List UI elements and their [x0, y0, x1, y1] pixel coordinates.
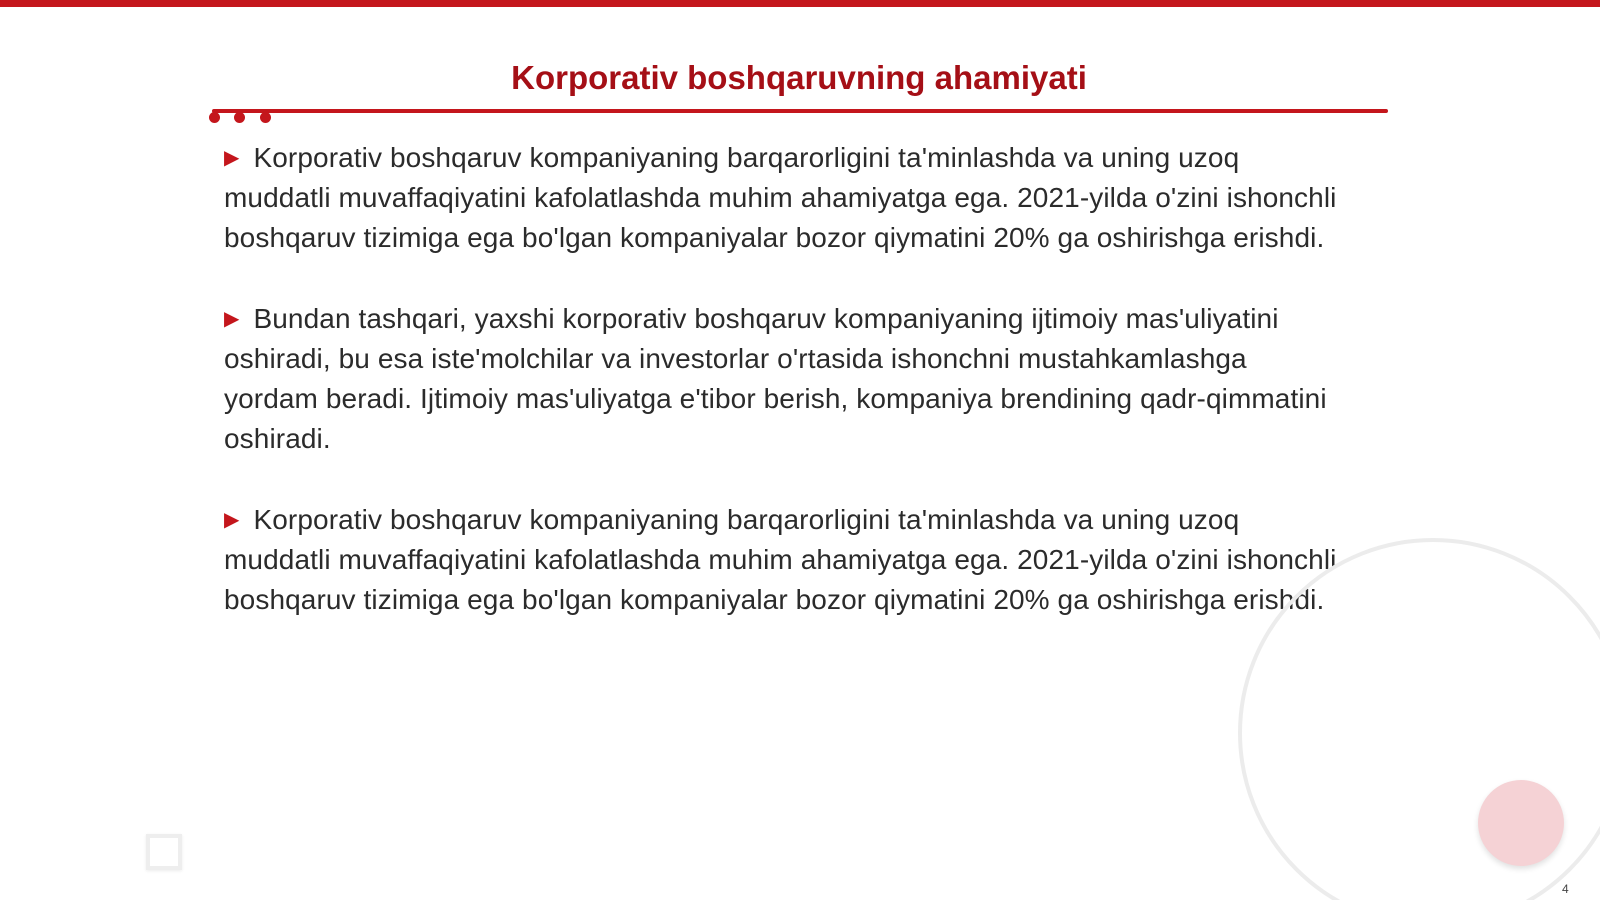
triangle-right-icon: ▶ [224, 147, 240, 169]
triangle-right-icon: ▶ [224, 509, 240, 531]
page-number: 4 [1562, 882, 1569, 896]
triangle-right-icon: ▶ [224, 308, 240, 330]
decorative-dot-icon [209, 112, 220, 123]
paragraph-text: Bundan tashqari, yaxshi korporativ boshqaruv kompaniyaning ijtimoiy mas'uliyatini oshiradi, bu esa iste'molchilar va investorlar o'rtasida ishonchni mustahkamlashga yordam beradi. Ijtimoiy mas'uliyatga e'tibor berish, kompaniya brendining qadr-qimmatini oshiradi. [224, 303, 1327, 454]
slide-title: Korporativ boshqaruvning ahamiyati [511, 59, 1087, 96]
paragraph-text: Korporativ boshqaruv kompaniyaning barqarorligini ta'minlashda va uning uzoq muddatli muvaffaqiyatini kafolatlashda muhim ahamiyatga ega. 2021-yilda o'zini ishonchli boshqaruv tizimiga ega bo'lgan kompaniyalar bozor qiymatini 20% ga oshirishga erishdi. [224, 504, 1337, 615]
bullet-paragraph-3 [224, 500, 1344, 620]
bullet-paragraph-1 [224, 138, 1344, 258]
paragraph-text: Korporativ boshqaruv kompaniyaning barqarorligini ta'minlashda va uning uzoq muddatli muvaffaqiyatini kafolatlashda muhim ahamiyatga ega. 2021-yilda o'zini ishonchli boshqaruv tizimiga ega bo'lgan kompaniyalar bozor qiymatini 20% ga oshirishga erishdi. [224, 142, 1337, 253]
decorative-square [146, 834, 182, 870]
decorative-circle [1478, 780, 1564, 866]
bullet-paragraph-2 [224, 299, 1344, 459]
decorative-dot-icon [234, 112, 245, 123]
decorative-dot-icon [260, 112, 271, 123]
slide-body [224, 138, 1344, 661]
title-underline [212, 109, 1388, 113]
top-accent-bar [0, 0, 1600, 7]
